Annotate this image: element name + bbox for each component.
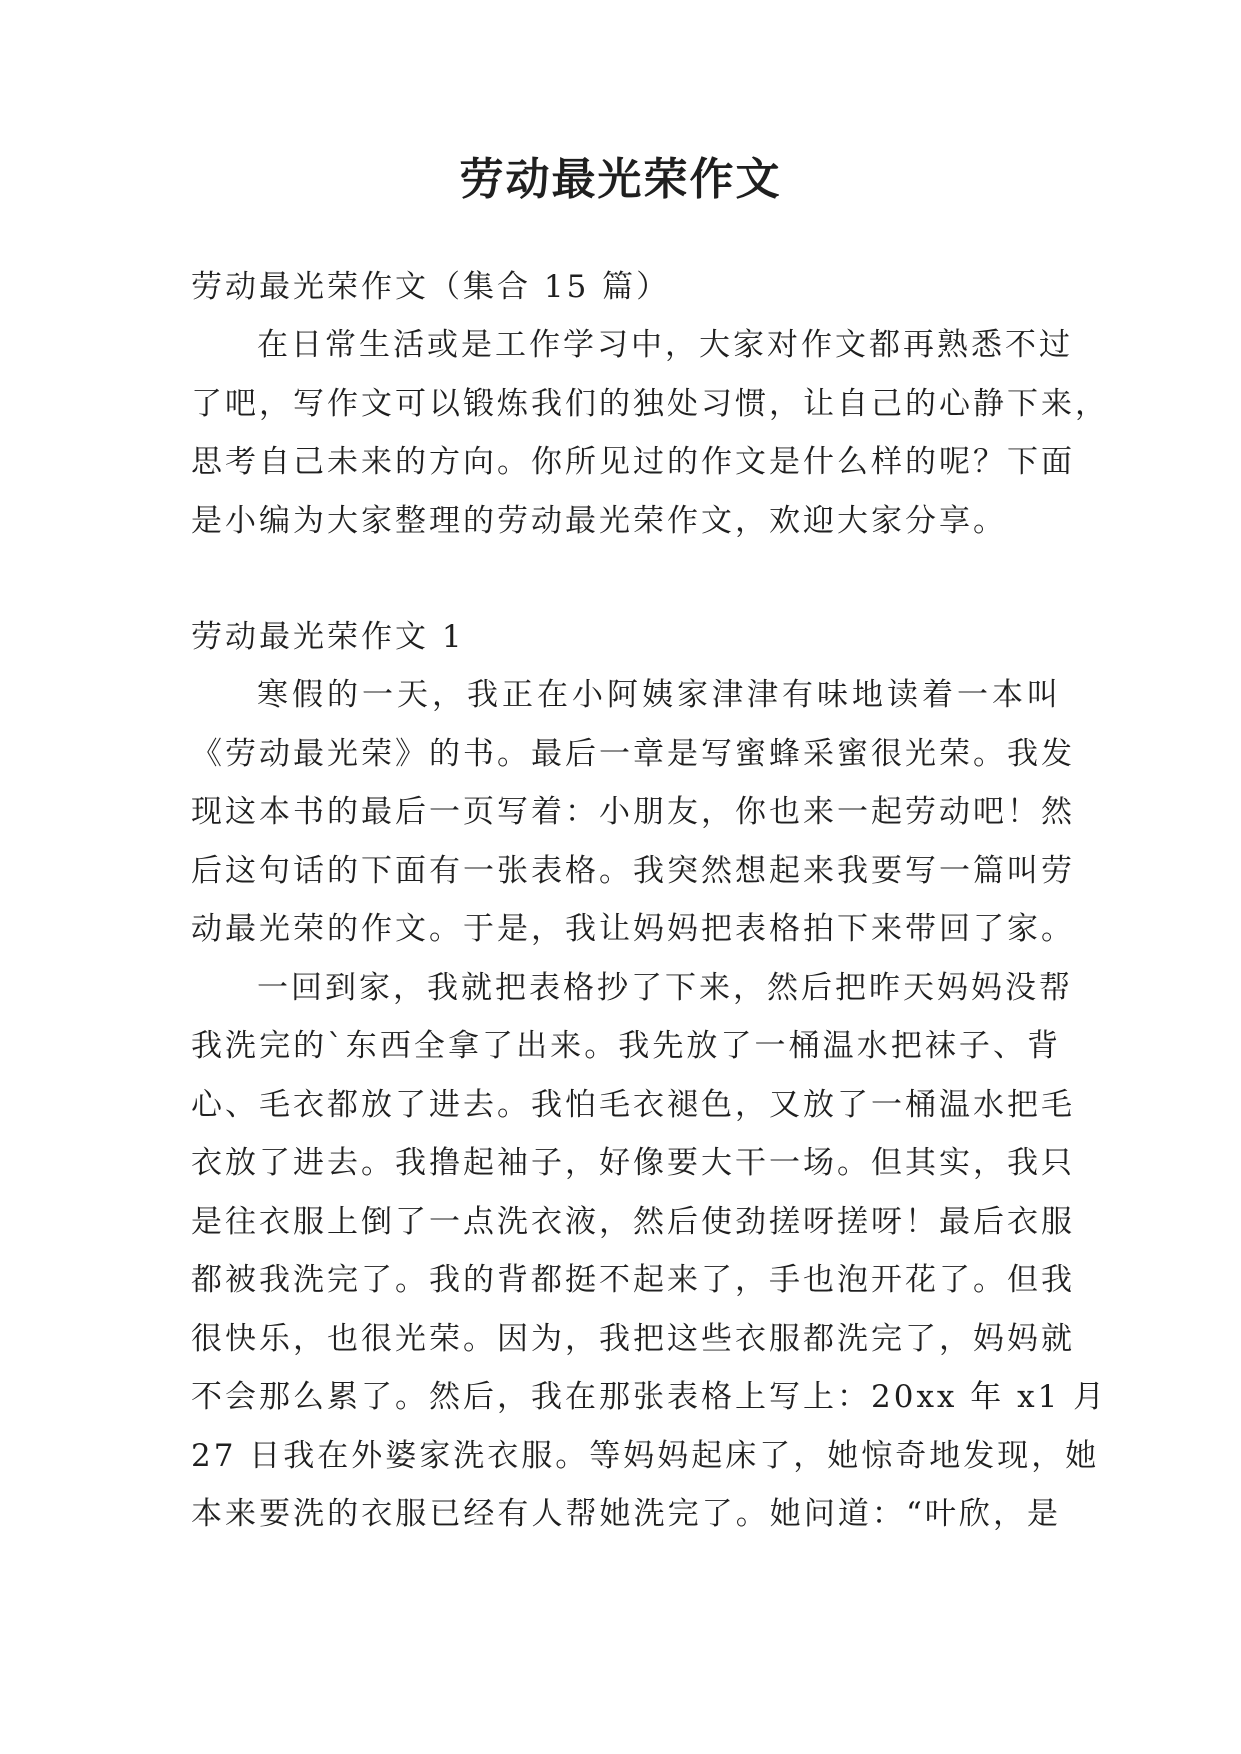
text-line: 27 日我在外婆家洗衣服。等妈妈起床了，她惊奇地发现，她 <box>191 1437 1100 1474</box>
text-line: 本来要洗的衣服已经有人帮她洗完了。她问道：“叶欣，是 <box>191 1496 1061 1532</box>
text-line: 我洗完的`东西全拿了出来。我先放了一桶温水把袜子、背 <box>191 1028 1061 1064</box>
text-line: 动最光荣的作文。于是，我让妈妈把表格拍下来带回了家。 <box>191 911 1075 947</box>
paragraph-spacer <box>191 550 1061 608</box>
section-paragraph <box>191 666 1075 959</box>
text-line: 很快乐，也很光荣。因为，我把这些衣服都洗完了，妈妈就 <box>191 1320 1075 1357</box>
text-line: 是往衣服上倒了一点洗衣液，然后使劲搓呀搓呀！最后衣服 <box>191 1203 1075 1240</box>
text-line: 思考自己未来的方向。你所见过的作文是什么样的呢？下面 <box>191 444 1075 480</box>
section-paragraph <box>191 959 1108 1544</box>
intro-paragraph <box>191 316 1109 550</box>
document-title: 劳动最光荣作文 <box>459 154 782 205</box>
text-line: 心、毛衣都放了进去。我怕毛衣褪色，又放了一桶温水把毛 <box>191 1086 1075 1123</box>
text-line: 《劳动最光荣》的书。最后一章是写蜜蜂采蜜很光荣。我发 <box>191 735 1075 772</box>
text-line: 一回到家，我就把表格抄了下来，然后把昨天妈妈没帮 <box>257 969 1073 1006</box>
document-subtitle: 劳动最光荣作文（集合 15 篇） <box>191 269 671 305</box>
text-line: 衣放了进去。我撸起袖子，好像要大干一场。但其实，我只 <box>191 1145 1075 1181</box>
text-line: 不会那么累了。然后，我在那张表格上写上：20xx 年 x1 月 <box>191 1379 1108 1415</box>
section-heading: 劳动最光荣作文 1 <box>191 619 465 655</box>
text-line: 都被我洗完了。我的背都挺不起来了，手也泡开花了。但我 <box>191 1262 1075 1298</box>
text-line: 在日常生活或是工作学习中，大家对作文都再熟悉不过 <box>257 327 1073 363</box>
text-line: 了吧，写作文可以锻炼我们的独处习惯，让自己的心静下来， <box>191 385 1109 422</box>
document-body <box>191 258 1109 1544</box>
text-line: 是小编为大家整理的劳动最光荣作文，欢迎大家分享。 <box>191 502 1007 539</box>
text-line: 后这句话的下面有一张表格。我突然想起来我要写一篇叫劳 <box>191 852 1075 889</box>
text-line: 现这本书的最后一页写着：小朋友，你也来一起劳动吧！然 <box>191 794 1075 830</box>
text-line: 寒假的一天，我正在小阿姨家津津有味地读着一本叫 <box>257 677 1061 713</box>
